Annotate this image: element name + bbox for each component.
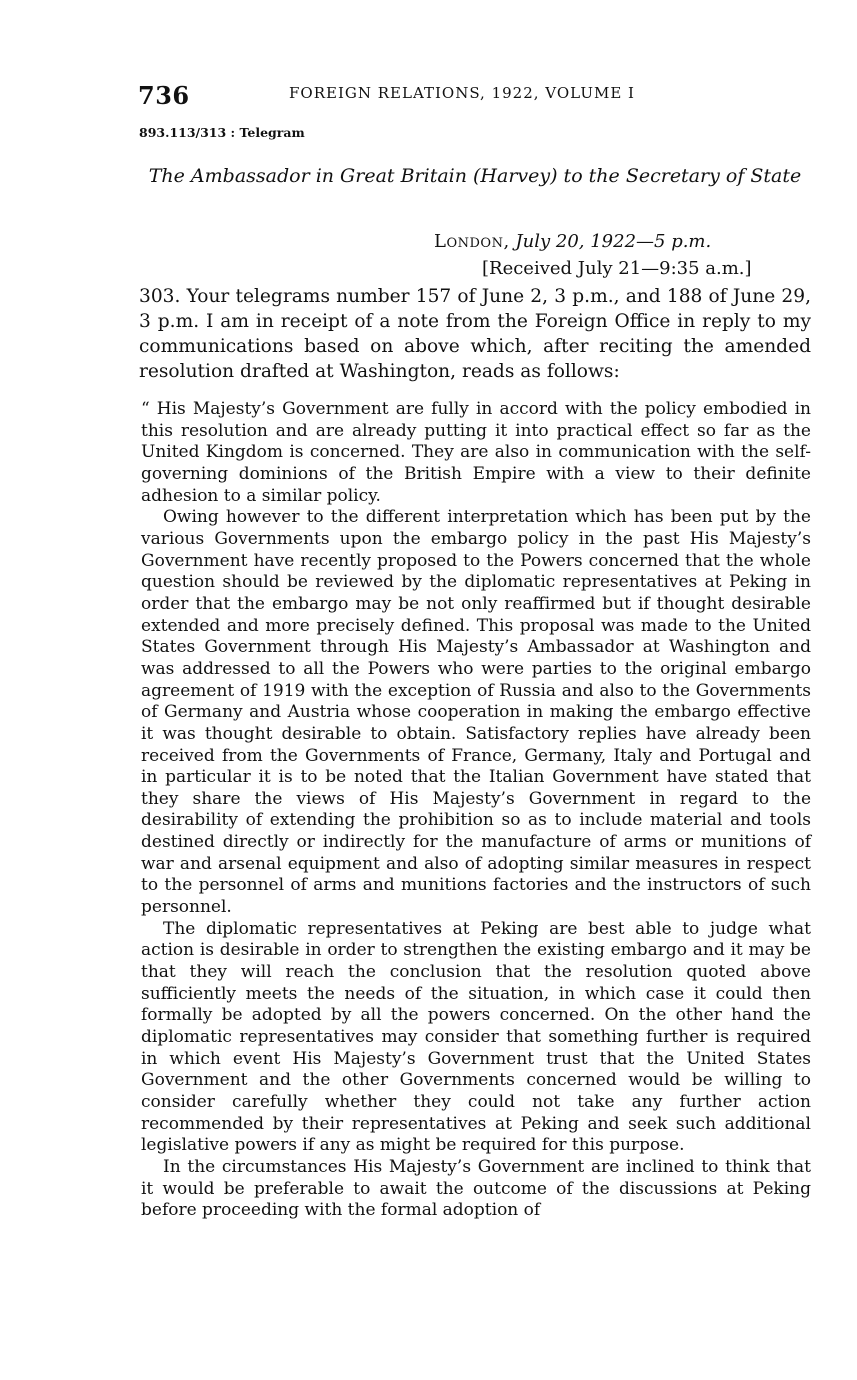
- dateline-place: London,: [434, 231, 510, 252]
- quote-paragraph-3: The diplomatic representatives at Peking are best able to judge what action is desirable in order to strengthen the existing embargo and it may be that they will reach the conclusion that the resolution quoted above sufficiently meets the needs of the situation, in which case it could then formally be adopted by all the powers concerned. On the other hand the diplomatic representatives may consider that something further is required in which event His Majesty’s Government trust that the United States Government and the other Governments concerned would be willing to consider carefully whether they could not take any further action recommended by their representatives at Peking and seek such additional legislative powers if any as might be required for this purpose.: [141, 918, 811, 1156]
- quote-paragraph-4: In the circumstances His Majesty’s Government are inclined to think that it would be preferable to await the outcome of the discussions at Peking before proceeding with the formal adoption of: [141, 1156, 811, 1221]
- dateline: [434, 231, 711, 252]
- dateline-date: July 20, 1922—5 p.m.: [515, 231, 712, 252]
- file-reference: 893.113/313 : Telegram: [139, 125, 305, 140]
- page-number: 736: [138, 81, 190, 110]
- page-header: [138, 78, 810, 114]
- quoted-note: [141, 399, 811, 1222]
- document-title: The Ambassador in Great Britain (Harvey) to the Secretary of State: [148, 165, 802, 187]
- opening-paragraph: 303. Your telegrams number 157 of June 2, 3 p.m., and 188 of June 29, 3 p.m. I am in receipt of a note from the Foreign Office in reply to my communications based on above which, after reciting the amended resolution drafted at Washington, reads as follows:: [139, 286, 811, 382]
- received-note: [Received July 21—9:35 a.m.]: [482, 258, 752, 279]
- quote-paragraph-2: Owing however to the different interpretation which has been put by the various Governments upon the embargo policy in the past His Majesty’s Government have recently proposed to the Powers concerned that the whole question should be reviewed by the diplomatic representatives at Peking in order that the embargo may be not only reaffirmed but if thought desirable extended and more precisely defined. This proposal was made to the United States Government through His Majesty’s Ambassador at Washington and was addressed to all the Powers who were parties to the original embargo agreement of 1919 with the exception of Russia and also to the Governments of Germany and Austria whose cooperation in making the embargo effective it was thought desirable to obtain. Satisfactory replies have already been received from the Governments of France, Germany, Italy and Portugal and in particular it is to be noted that the Italian Government have stated that they share the views of His Majesty’s Government in regard to the desirability of extending the prohibition so as to include material and tools destined directly or indirectly for the manufacture of arms or munitions of war and arsenal equipment and also of adopting similar measures in respect to the personnel of arms and munitions factories and the instructors of such personnel.: [141, 507, 811, 918]
- running-head: FOREIGN RELATIONS, 1922, VOLUME I: [289, 84, 635, 102]
- quote-paragraph-1: “ His Majesty’s Government are fully in accord with the policy embodied in this resolution and are already putting it into practical effect so far as the United Kingdom is concerned. They are also in communication with the self-governing dominions of the British Empire with a view to their definite adhesion to a similar policy.: [141, 399, 811, 506]
